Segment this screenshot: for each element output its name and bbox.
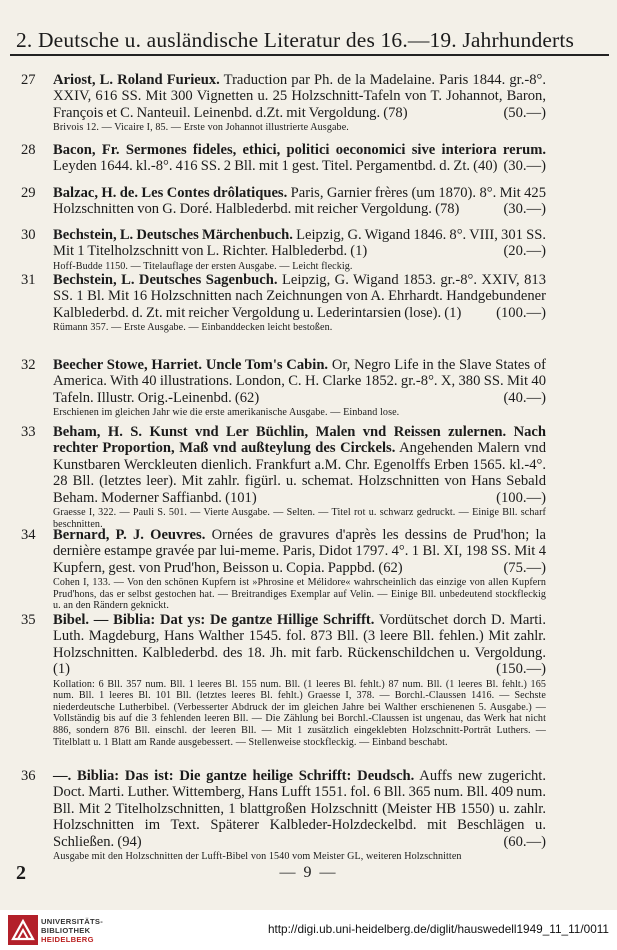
- entry-heading: Beecher Stowe, Harriet. Uncle Tom's Cabin.: [53, 357, 329, 373]
- entry-price: (150.—): [496, 661, 546, 678]
- entry-price: (30.—): [503, 158, 546, 175]
- entry-notes: Cohen I, 133. — Von den schönen Kupfern ist »Phrosine et Mélidore« wahrscheinlich das einzige von allen Kupfern Prud'hons, das er selbst gestochen hat. — Breitrandiges Exemplar auf Velin. — Einige Bll. unbedeutend stockfleckig u. an den Rändern geknickt.: [53, 577, 546, 612]
- entry-text: Traduction par Ph. de la Madelaine. Paris 1844. gr.-8°. XXIV, 616 SS. Mit 300 Vignetten u. 25 Holzschnitt-Tafeln von T. Johannot, Baron, François et C. Nanteuil. Leinenbd. d.Zt. mit Vergoldung. (78): [53, 72, 547, 121]
- entry-notes: Hoff-Budde 1150. — Titelauflage der ersten Ausgabe. — Leicht fleckig.: [53, 260, 353, 272]
- entry-text: Paris, Garnier frères (um 1870). 8°. Mit 425 Holzschnitten von G. Doré. Halblederbd. mit reicher Vergoldung. (78): [53, 185, 546, 218]
- entry-description: [53, 768, 546, 850]
- entry-body: [53, 72, 546, 134]
- entry-number: 28: [21, 142, 36, 158]
- library-name-line2: BIBLIOTHEK: [41, 925, 91, 935]
- entry-notes: Rümann 357. — Erste Ausgabe. — Einbanddecken leicht bestoßen.: [53, 322, 333, 334]
- entry-description: [53, 272, 546, 321]
- entry-number: 31: [21, 272, 36, 288]
- entry-body: [53, 424, 546, 530]
- entry-heading: Balzac, H. de. Les Contes drôlatiques.: [53, 185, 288, 201]
- page-header-title: 2. Deutsche u. ausländische Literatur des 16.—19. Jahrhunderts: [16, 28, 575, 52]
- entry-heading: Beham, H. S. Kunst vnd Ler Büchlin, Malen vnd Reissen zulernen. Nach rechter Proportion, Maß vnd außteylung des Circkels.: [53, 424, 546, 457]
- entry-description: [53, 72, 546, 121]
- signature-mark: 2: [16, 862, 26, 884]
- entry-heading: Bernard, P. J. Oeuvres.: [53, 527, 206, 543]
- entry-number: 32: [21, 357, 36, 373]
- entry-price: (60.—): [503, 833, 546, 850]
- entry-description: [53, 142, 546, 175]
- entry-text: Ornées de gravures d'après les dessins de Prud'hon; la dernière estampe gravée par lui-meme. Paris, Didot 1797. 4°. 1 Bl. XI, 198 SS. Mit 4 Kupfern, gest. von Prud'hon, Beisson u. Copia. Pappbd. (62): [53, 527, 546, 576]
- entry-heading: Bechstein, L. Deutsches Sagenbuch.: [53, 272, 278, 288]
- entry-notes: Kollation: 6 Bll. 357 num. Bll. 1 leeres Bl. 155 num. Bll. (1 leeres Bl. fehlt.) 87 num. Bll. (1 leeres Bl. fehlt.) 165 num. Bll. 1 leeres Bl. 101 Bll. (letztes leeres Bl. fehlt.) Graesse I, 378. — Borchl.-Claussen 1416. — Sechste niederdeutsche Lutherbibel. (Verbesserter Abdruck der im gleichen Jahre bei Walther erschienenen 5. Ausgabe.) — Vollständig bis auf die 3 fehlenden leeren Bll. — Die Zählung bei Borchl.-Claussen ist ungenau, das Werk hat nicht 886, sondern 876 Bll. einschl. der leeren Bll. — Mit 1 zusätzlich eingeklebten Holzschnitt-Porträt Luthers. — Titelblatt u. 1 Blatt am Rande ausgebessert. — Stellenweise stockfleckig. — Einband beschabt.: [53, 678, 546, 748]
- entry-text: Or, Negro Life in the Slave States of America. With 40 illustrations. London, C. H. Clarke 1852. gr.-8°. X, 380 SS. Mit 40 Tafeln. Illustr. Orig.-Leinenbd. (62): [53, 357, 546, 406]
- entry-notes: Graesse I, 322. — Pauli S. 501. — Vierte Ausgabe. — Selten. — Titel rot u. schwarz gedruckt. — Einige Bll. scharf beschnitten.: [53, 507, 546, 530]
- entry-heading: —. Biblia: Das ist: Die gantze heilige Schrifft: Deudsch.: [53, 768, 415, 784]
- entry-body: [53, 142, 546, 175]
- entry-heading: Bacon, Fr. Sermones fideles, ethici, politici oeconomici sive interiora rerum.: [53, 142, 546, 158]
- entry-text: Leyden 1644. kl.-8°. 416 SS. 2 Bll. mit 1 gest. Titel. Pergamentbd. d. Zt. (40): [53, 158, 498, 175]
- entry-notes: Brivois 12. — Vicaire I, 85. — Erste von Johannot illustrierte Ausgabe.: [53, 122, 349, 134]
- entry-number: 33: [21, 424, 36, 440]
- university-library-logo: [8, 915, 38, 945]
- library-footer-bar: [0, 910, 617, 950]
- entry-description: [53, 612, 546, 678]
- entry-text: Leipzig, G. Wigand 1853. gr.-8°. XXIV, 813 SS. 1 Bl. Mit 16 Holzschnitten nach Zeichnungen von A. Ehrhardt. Handgebundener Kalblederbd. d. Zt. mit reicher Vergoldung u. Lederintarsien (lose). (1): [53, 272, 547, 321]
- entry-body: [53, 357, 546, 419]
- entry-notes: Ausgabe mit den Holzschnitten der Lufft-Bibel von 1540 vom Meister GL, weiteren Holzschnitten: [53, 851, 462, 863]
- entry-price: (100.—): [496, 489, 546, 506]
- entry-body: [53, 185, 546, 218]
- entry-text: Vordütschet dorch D. Marti. Luth. Magdeburg, Hans Walther 1545. fol. 873 Bll. (3 leere Bll. fehlen.) Mit zahlr. Holzschnitten. Kalblederbd. des 18. Jh. mit farb. Rückenschildchen u. Vergoldung. (1): [53, 612, 546, 678]
- entry-heading: Bibel. — Biblia: Dat ys: De gantze Hillige Schrifft.: [53, 612, 375, 628]
- entry-number: 35: [21, 612, 36, 628]
- entry-text: Angehenden Malern vnd Kunstbaren Werckleuten dienlich. Frankfurt a.M. Chr. Egenolffs Erben 1565. kl.-4°. 28 Bll. (letztes leer). Mit zahlr. figürl. u. schemat. Holzschnitten von Hans Sebald Beham. Moderner Saffianbd. (101): [53, 440, 546, 506]
- entry-heading: Bechstein, L. Deutsches Märchenbuch.: [53, 227, 293, 243]
- entry-description: [53, 527, 546, 576]
- entry-text: Auffs new zugericht. Doct. Marti. Luther. Wittemberg, Hans Lufft 1551. fol. 6 Bll. 365 num. Bll. 409 num. Bll. Mit 2 Titelholzschnitten, 1 blattgroßen Holzschnitt (Meister HB 1550) u. zahlr. Holzschnitten im Text. Späterer Kalbleder-Holzdeckelbd. mit Beschlägen u. Schließen. (94): [53, 768, 546, 850]
- running-header: [10, 20, 609, 56]
- page-footer: [0, 862, 617, 886]
- entry-number: 30: [21, 227, 36, 243]
- library-name: [41, 918, 103, 944]
- entry-heading: Ariost, L. Roland Furieux.: [53, 72, 220, 88]
- page-number: — 9 —: [279, 864, 338, 881]
- entry-price: (75.—): [503, 559, 546, 576]
- entry-number: 27: [21, 72, 36, 88]
- entry-price: (20.—): [503, 243, 546, 260]
- entry-body: [53, 768, 546, 863]
- entry-notes: Erschienen im gleichen Jahr wie die erste amerikanische Ausgabe. — Einband lose.: [53, 407, 400, 419]
- entry-number: 36: [21, 768, 36, 784]
- entry-price: (40.—): [503, 389, 546, 406]
- library-name-line1: UNIVERSITÄTS-: [41, 917, 104, 926]
- entry-price: (100.—): [496, 304, 546, 321]
- entry-price: (50.—): [503, 104, 546, 121]
- entry-description: [53, 185, 546, 218]
- entry-text: Leipzig, G. Wigand 1846. 8°. VIII, 301 SS. Mit 1 Titelholzschnitt von L. Richter. Halblederbd. (1): [53, 227, 546, 260]
- entry-body: [53, 527, 546, 612]
- library-name-line3: HEIDELBERG: [41, 934, 94, 944]
- entry-number: 34: [21, 527, 36, 543]
- entry-description: [53, 424, 546, 506]
- entry-body: [53, 612, 546, 748]
- entry-body: [53, 227, 546, 272]
- entry-description: [53, 357, 546, 406]
- entry-body: [53, 272, 546, 334]
- entry-price: (30.—): [503, 201, 546, 218]
- digitization-url-link[interactable]: http://digi.ub.uni-heidelberg.de/diglit/hauswedell1949_11_11/0011: [267, 922, 609, 936]
- entry-description: [53, 227, 546, 260]
- entry-number: 29: [21, 185, 36, 201]
